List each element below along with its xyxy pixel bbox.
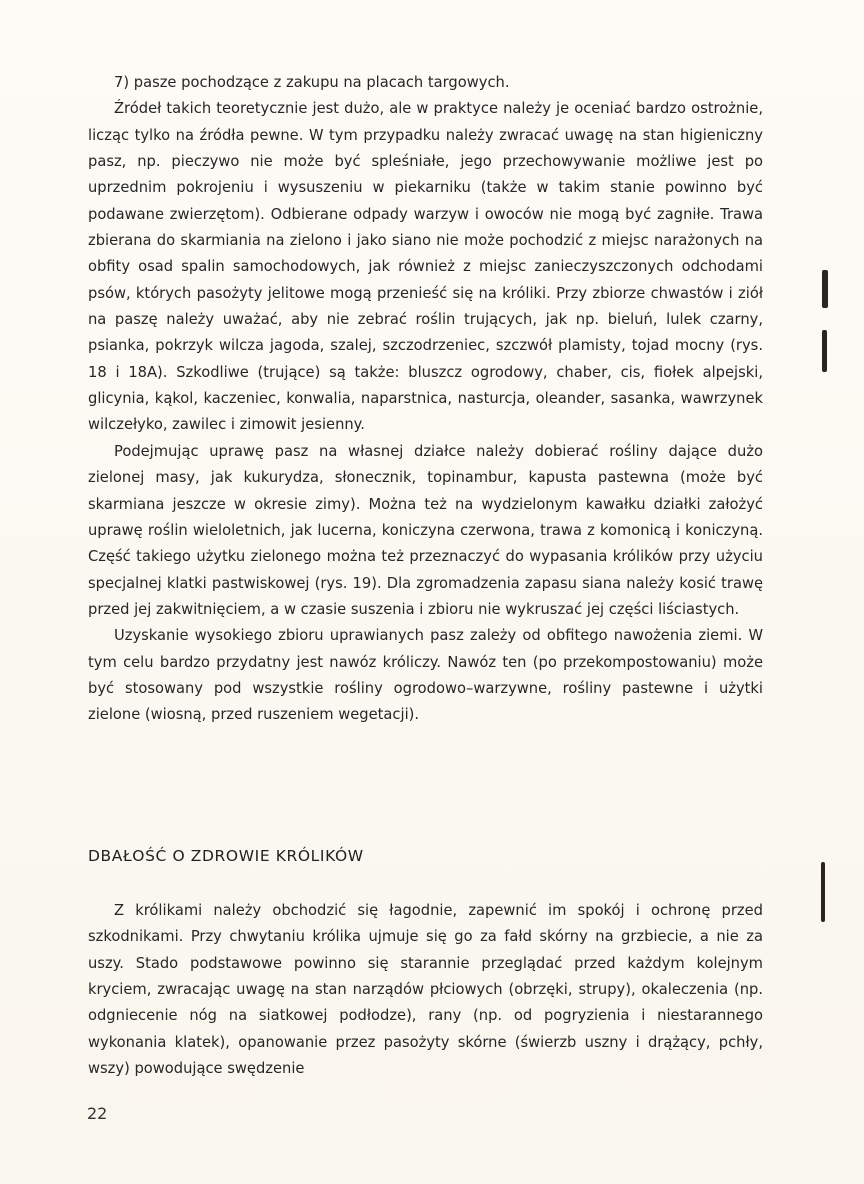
- list-item: 7) pasze pochodzące z zakupu na placach targowych.: [114, 74, 510, 91]
- body-text: [88, 70, 763, 729]
- page-number: 22: [87, 1104, 108, 1123]
- paragraph-feed-sources: Źródeł takich teoretycznie jest dużo, ale w praktyce należy je oceniać bardzo ostrożnie, licząc tylko na źródła pewne. W tym przypadku należy zwracać uwagę na stan higieniczny pasz, np. pieczywo nie może być spleśniałe, jego przechowywanie możliwe jest po uprzednim pokrojeniu i wysuszeniu w piekarniku (także w takim stanie powinno być podawane zwierzętom). Odbierane odpady warzyw i owoców nie mogą być zagniłe. Trawa zbierana do skarmiania na zielono i jako siano nie może pochodzić z miejsc narażonych na obfity osad spalin samochodowych, jak również z miejsc zanieczyszczonych odchodami psów, których pasożyty jelitowe mogą przenieść się na króliki. Przy zbiorze chwastów i ziół na paszę należy uważać, aby nie zebrać roślin trujących, jak np. bieluń, lulek czarny, psianka, pokrzyk wilcza jagoda, szalej, szczodrzeniec, szczwół plamisty, tojad mocny (rys. 18 i 18A). Szkodliwe (trujące) są także: bluszcz ogrodowy, chaber, cis, fiołek alpejski, glicynia, kąkol, kaczeniec, konwalia, naparstnica, nasturcja, oleander, sasanka, wawrzynek wilczełyko, zawilec i zimowit jesienny.: [88, 100, 763, 434]
- section-heading: DBAŁOŚĆ O ZDROWIE KRÓLIKÓW: [88, 847, 364, 865]
- binding-mark: [821, 862, 825, 922]
- paragraph-rabbit-care: Z królikami należy obchodzić się łagodnie, zapewnić im spokój i ochronę przed szkodnikami. Przy chwytaniu królika ujmuje się go za fałd skórny na grzbiecie, a nie za uszy. Stado podstawowe powinno się starannie przeglądać przed każdym kolejnym kryciem, zwracając uwagę na stan narządów płciowych (obrzęki, strupy), okaleczenia (np. odgniecenie nóg na siatkowej podłodze), rany (np. od pogryzienia i niestarannego wykonania klatek), opanowanie przez pasożyty skórne (świerzb uszny i drążący, pchły, wszy) powodujące swędzenie: [88, 902, 763, 1078]
- paragraph-fertilization: Uzyskanie wysokiego zbioru uprawianych pasz zależy od obfitego nawożenia ziemi. W tym celu bardzo przydatny jest nawóz króliczy. Nawóz ten (po przekompostowaniu) może być stosowany pod wszystkie rośliny ogrodowo–warzywne, rośliny pastewne i użytki zielone (wiosną, przed ruszeniem wegetacji).: [88, 627, 763, 724]
- paragraph-own-plot: Podejmując uprawę pasz na własnej działce należy dobierać rośliny dające dużo zielonej masy, jak kukurydza, słonecznik, topinambur, kapusta pastewna (może być skarmiana jeszcze w okresie zimy). Można też na wydzielonym kawałku działki założyć uprawę roślin wieloletnich, jak lucerna, koniczyna czerwona, trawa z komonicą i koniczyną. Część takiego użytku zielonego można też przeznaczyć do wypasania królików przy użyciu specjalnej klatki pastwiskowej (rys. 19). Dla zgromadzenia zapasu siana należy kosić trawę przed jej zakwitnięciem, a w czasie suszenia i zbioru nie wykruszać jej części liściastych.: [88, 442, 763, 618]
- section-body: [88, 898, 763, 1082]
- binding-mark: [822, 330, 827, 372]
- binding-mark: [822, 270, 828, 308]
